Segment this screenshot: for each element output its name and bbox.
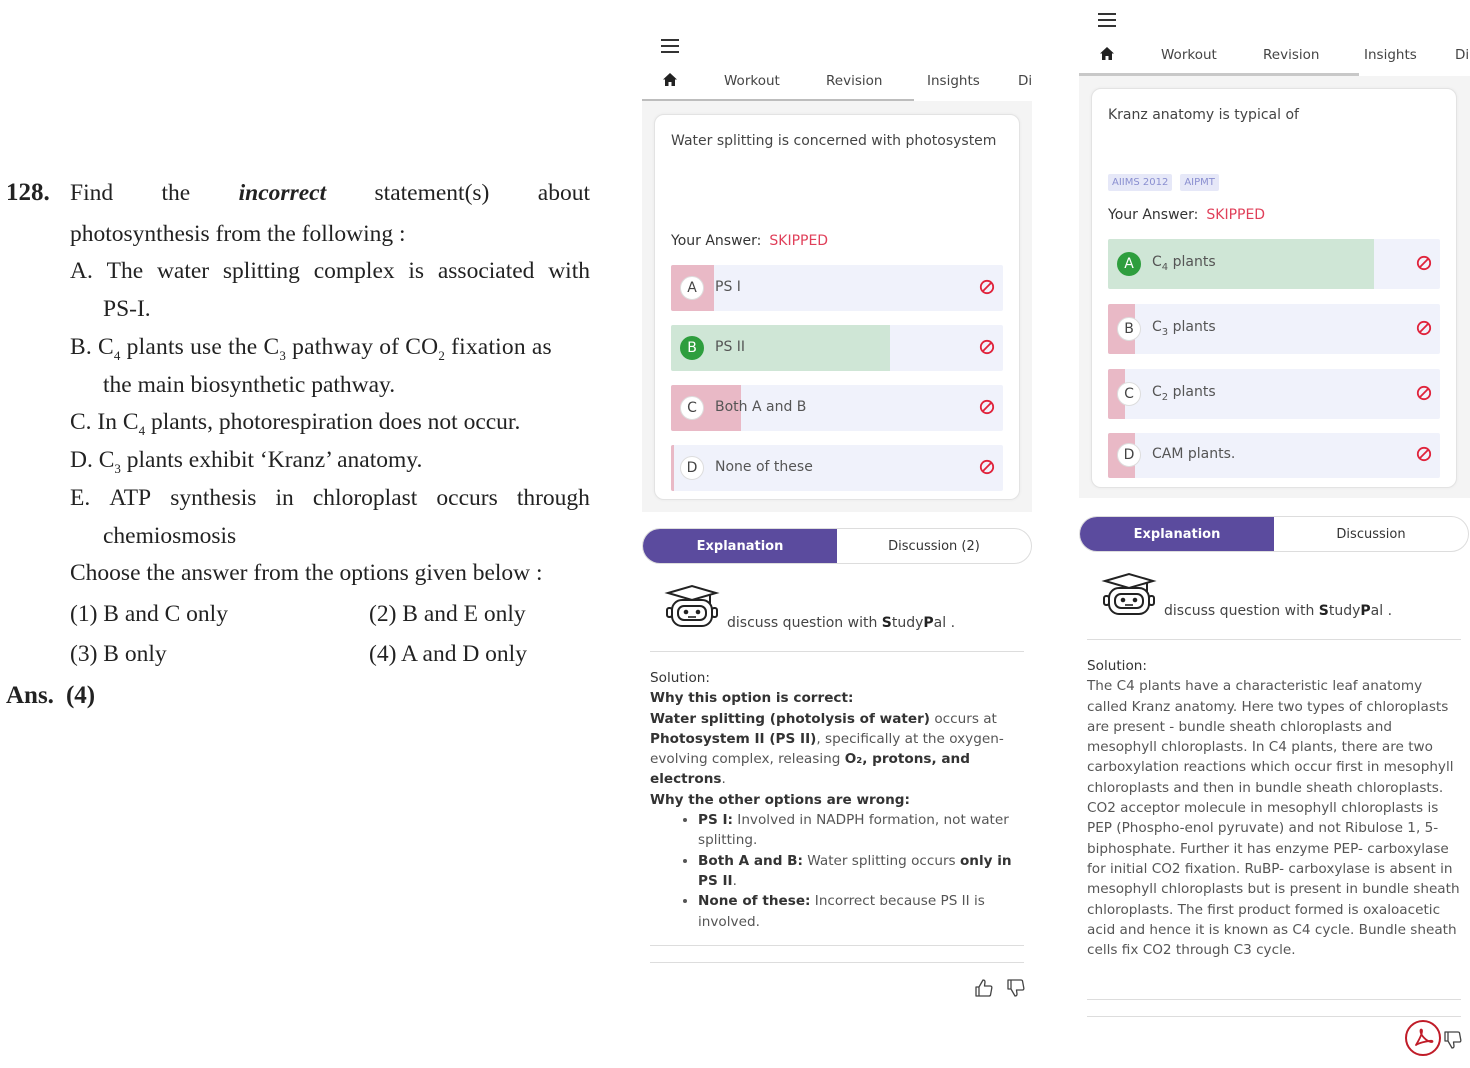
quiz-panel-1 [642,0,1032,1068]
option-d[interactable] [1108,433,1440,478]
option-b[interactable] [1108,304,1440,354]
statement-b: B. $C_4$ plants use the $C_3$ pathway of $CO_2$ fixation as [70,334,552,363]
question-card [654,114,1020,500]
option-letter: D [680,456,704,480]
question-text: Kranz anatomy is typical of [1108,107,1299,123]
option-text: CAM plants. [1152,446,1236,462]
option-letter: C [680,396,704,420]
thumbs-down-icon[interactable] [1443,1030,1463,1050]
home-icon[interactable] [1099,46,1115,61]
answer-option-3: (3) B only [70,641,167,667]
ban-icon[interactable] [1416,320,1432,336]
studypal-text: discuss question with StudyPal . [1164,603,1393,619]
list-item: • Both A and B: Water splitting occurs only in PS II. [698,851,1022,892]
option-result-bar [1108,239,1374,289]
answer-key: Ans. (4) [6,682,96,709]
option-letter: B [1117,317,1141,341]
solution-label: Solution: [650,670,710,686]
statement-a: A. The water splitting complex is associated with [70,258,590,284]
divider [650,945,1024,946]
nav-tabs [642,70,1032,100]
explanation-discussion-toggle [642,528,1032,564]
nav-tabs [1079,44,1470,74]
why-wrong-heading: Why the other options are wrong: [650,791,910,808]
option-a[interactable] [671,265,1003,311]
tab-di[interactable]: Di [1018,73,1033,89]
option-letter: C [1117,382,1141,406]
divider [1087,999,1461,1000]
ban-icon[interactable] [979,459,995,475]
option-result-bar [671,445,674,491]
tab-explanation[interactable]: Explanation [1080,517,1274,551]
question-document [0,0,600,1068]
answer-option-2: (2) B and E only [369,601,526,627]
skipped-status: SKIPPED [1206,207,1266,223]
why-correct-heading: Why this option is correct: [650,690,854,707]
tab-insights[interactable]: Insights [1364,47,1417,63]
thumbs-down-icon[interactable] [1006,978,1026,998]
statement-c: C. In $C_4$ plants, photorespiration does not occur. [70,409,521,438]
option-text: $C_4$ plants [1152,254,1216,273]
studypal-text: discuss question with StudyPal . [727,615,956,631]
divider [650,962,1024,963]
option-c[interactable] [1108,369,1440,419]
option-b[interactable] [671,325,1003,371]
thumbs-up-icon[interactable] [974,978,994,998]
ban-icon[interactable] [1416,446,1432,462]
option-text: PS II [715,339,746,355]
tab-di[interactable]: Di [1455,47,1470,63]
ban-icon[interactable] [979,279,995,295]
tab-revision[interactable]: Revision [826,73,883,89]
option-letter: A [680,276,704,300]
ban-icon[interactable] [979,399,995,415]
tab-discussion[interactable]: Discussion (2) [888,538,980,554]
tab-explanation[interactable]: Explanation [643,529,837,563]
robot-graduate-icon [664,584,720,630]
solution-label: Solution: [1087,658,1147,674]
question-line-1: Find the incorrect statement(s) about [70,180,590,206]
wrong-options-list [650,810,1022,932]
option-c[interactable] [671,385,1003,431]
statement-e-continued: chemiosmosis [103,523,237,549]
feedback-buttons [974,978,1026,998]
solution-block [650,668,1022,932]
ban-icon[interactable] [1416,385,1432,401]
menu-icon[interactable] [661,39,679,53]
your-answer: Your Answer: SKIPPED [671,233,829,249]
question-number: 128. [6,179,50,206]
option-text: PS I [715,279,741,295]
home-icon[interactable] [662,72,678,87]
question-line-2: photosynthesis from the following : [70,221,406,247]
choose-instruction: Choose the answer from the options given below : [70,560,543,586]
menu-icon[interactable] [1098,13,1116,27]
quiz-panel-2 [1079,0,1470,1068]
statement-b-continued: the main biosynthetic pathway. [103,372,396,398]
tab-workout[interactable]: Workout [724,73,780,89]
option-text: $C_2$ plants [1152,384,1216,403]
divider [650,651,1024,652]
tab-workout[interactable]: Workout [1161,47,1217,63]
option-text: $C_3$ plants [1152,319,1216,338]
pdf-icon[interactable] [1405,1020,1441,1056]
tag-badge[interactable]: AIPMT [1180,174,1219,191]
list-item: • None of these: Incorrect because PS II is involved. [698,891,1022,932]
option-text: None of these [715,459,813,475]
tag-badge[interactable]: AIIMS 2012 [1108,174,1172,191]
exam-tags [1108,174,1219,191]
tab-discussion[interactable]: Discussion [1336,526,1406,542]
question-text: Water splitting is concerned with photosystem [671,133,997,149]
option-text: Both A and B [715,399,807,415]
correct-explanation: Water splitting (photolysis of water) occurs at Photosystem II (PS II), specifically at the oxygen-evolving complex, releasing O₂, protons, and electrons. [650,710,1004,788]
skipped-status: SKIPPED [769,233,829,249]
tab-revision[interactable]: Revision [1263,47,1320,63]
answer-option-4: (4) A and D only [369,641,527,667]
solution-text: The C4 plants have a characteristic leaf anatomy called Kranz anatomy. Here two types of chloroplasts are present - bundle sheath chloroplasts and mesophyll chloroplasts. In C4 plants, there are two carboxylation reactions which occur first in mesophyll chloroplasts and then in bundle sheath chloroplasts. CO2 acceptor molecule in mesophyll chloroplasts is PEP (Phospho-enol pyruvate) and not Ribulose 1, 5-biphosphate. Further it has enzyme PEP- carboxylase for initial CO2 fixation. RuBP- carboxylase is absent in mesophyll chloroplasts but is present in bundle sheath chloroplasts. The first product formed is oxaloacetic acid and hence it is known as C4 cycle. Bundle sheath cells fix CO2 through C3 cycle. [1087,678,1460,959]
answer-option-1: (1) B and C only [70,601,228,627]
ban-icon[interactable] [1416,255,1432,271]
statement-d: D. $C_3$ plants exhibit ‘Kranz’ anatomy. [70,447,423,476]
ban-icon[interactable] [979,339,995,355]
option-d[interactable] [671,445,1003,491]
statement-a-continued: PS-I. [103,296,151,322]
option-letter: A [1117,252,1141,276]
statement-e: E. ATP synthesis in chloroplast occurs through [70,485,590,511]
divider [1087,639,1461,640]
robot-graduate-icon [1101,572,1157,618]
divider [1087,1016,1461,1017]
tab-insights[interactable]: Insights [927,73,980,89]
explanation-discussion-toggle [1079,516,1469,552]
list-item: • PS I: Involved in NADPH formation, not water splitting. [698,810,1022,851]
option-a[interactable] [1108,239,1440,289]
option-letter: D [1117,443,1141,467]
solution-block [1087,656,1463,960]
option-letter: B [680,336,704,360]
question-card [1091,88,1457,488]
your-answer: Your Answer: SKIPPED [1108,207,1266,223]
